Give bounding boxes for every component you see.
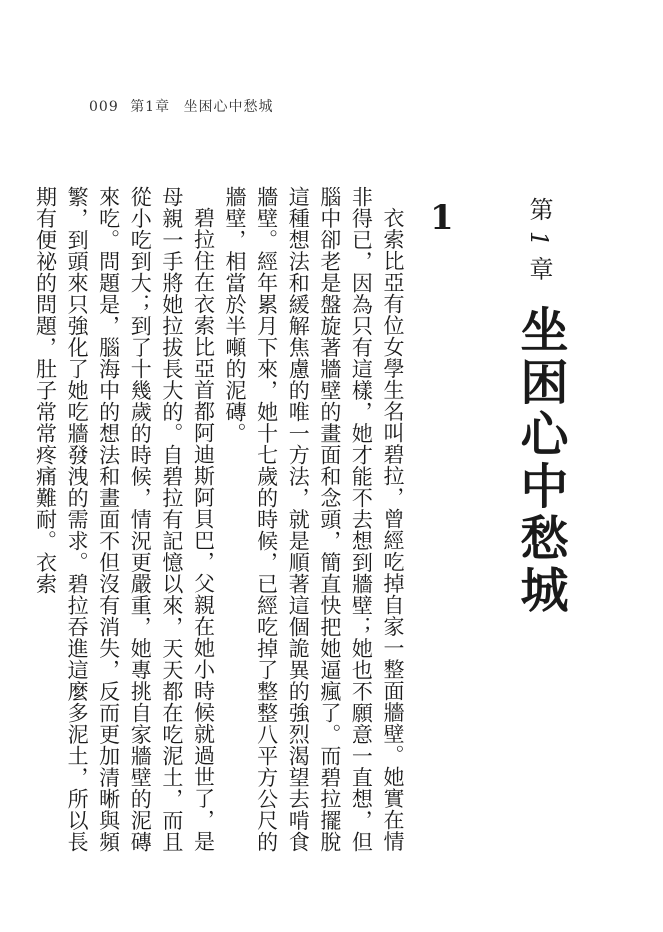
page-number: 009 <box>89 99 119 115</box>
header-title: 坐困心中愁城 <box>183 99 274 115</box>
body-text <box>29 186 408 856</box>
chapter-title: 坐困心中愁城 <box>512 305 568 617</box>
chapter-label-suffix: 章 <box>525 256 553 291</box>
chapter-label-prefix: 第 <box>525 197 553 231</box>
section-number: 1 <box>430 198 454 238</box>
chapter-label-number: 1 <box>525 231 553 257</box>
chapter-label <box>527 197 551 290</box>
header-chapter: 第1章 <box>130 99 171 115</box>
running-header <box>89 96 274 116</box>
paragraph-1: 衣索比亞有位女學生名叫碧拉，曾經吃掉自家一整面牆壁。她實在情非得已，因為只有這樣，她才能不去想到牆壁；她也不願意一直想，但腦中卻老是盤旋著牆壁的畫面和念頭，簡直快把她逼瘋了。而碧拉擺脫這種想法和緩解焦慮的唯一方法，就是順著這個詭異的強烈渴望去啃食牆壁。經年累月下來，她十七歲的時候，已經吃掉了整整八平方公尺的牆壁，相當於半噸的泥磚。 <box>223 186 405 853</box>
paragraph-2: 碧拉住在衣索比亞首都阿迪斯阿貝巴，父親在她小時候就過世了，是母親一手將她拉拔長大的。自碧拉有記憶以來，天天都在吃泥土，而且從小吃到大；到了十幾歲的時候，情況更嚴重，她專挑自家牆壁的泥磚來吃。問題是，腦海中的想法和畫面不但沒有消失，反而更加清晰與頻繁，到頭來只強化了她吃牆發洩的需求。碧拉吞進這麼多泥土，所以長期有便祕的問題，肚子常常疼痛難耐。衣索 <box>33 186 216 853</box>
